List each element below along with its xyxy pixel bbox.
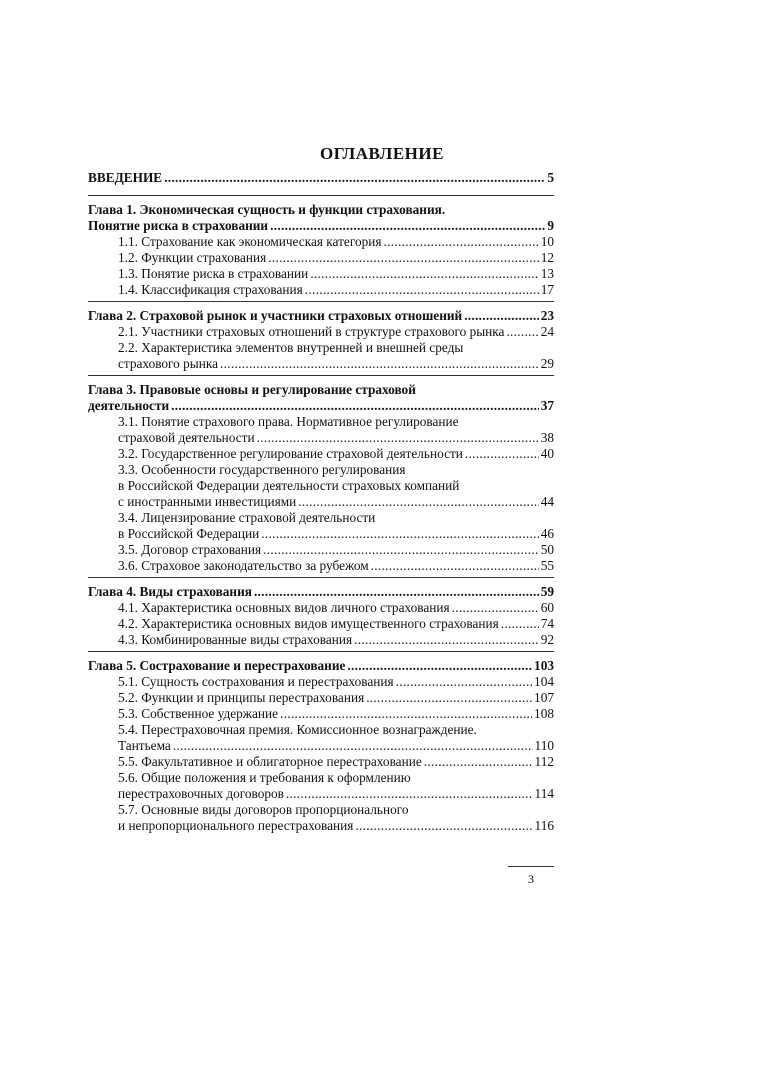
toc-page-number: 92 (540, 632, 554, 647)
page-number: 3 (528, 872, 534, 886)
toc-page-number: 112 (534, 754, 554, 769)
toc-page-number: 110 (534, 738, 554, 753)
dot-leader (254, 584, 539, 600)
toc-chapter (88, 308, 554, 372)
dot-leader (355, 818, 532, 834)
toc-section[interactable] (88, 430, 554, 446)
dot-leader (464, 308, 539, 324)
toc-text: 4.3. Комбинированные виды страхования (118, 632, 353, 647)
toc-text: 5.2. Функции и принципы перестрахования (118, 690, 365, 705)
toc-page-number: 12 (540, 250, 554, 265)
toc-section[interactable] (88, 266, 554, 282)
toc-section[interactable] (88, 786, 554, 802)
dot-leader (347, 658, 532, 674)
dot-leader (501, 616, 539, 632)
toc-chapter-title[interactable] (88, 308, 554, 324)
toc-page-number: 13 (540, 266, 554, 281)
toc-text: 3.1. Понятие страхового права. Нормативное регулирование (118, 414, 459, 429)
toc-section[interactable] (88, 250, 554, 266)
toc-section[interactable] (88, 340, 554, 356)
toc-chapter (88, 382, 554, 574)
toc-section[interactable] (88, 356, 554, 372)
toc-text: в Российской Федерации деятельности страховых компаний (118, 478, 460, 493)
toc-text: 2.2. Характеристика элементов внутренней и внешней среды (118, 340, 464, 355)
toc-page-number: 24 (540, 324, 554, 339)
toc-text: Глава 1. Экономическая сущность и функции страхования. (88, 202, 446, 217)
dot-leader (506, 324, 538, 340)
toc-section[interactable] (88, 706, 554, 722)
toc-text: 1.3. Понятие риска в страховании (118, 266, 309, 281)
toc-text: и непропорционального перестрахования (118, 818, 354, 833)
dot-leader (270, 218, 545, 234)
dot-leader (298, 494, 538, 510)
toc-section[interactable] (88, 494, 554, 510)
toc-intro-title: ВВЕДЕНИЕ (88, 170, 163, 185)
toc-section[interactable] (88, 690, 554, 706)
toc-text: 3.4. Лицензирование страховой деятельности (118, 510, 376, 525)
toc-chapter-title[interactable] (88, 382, 554, 398)
toc-page-number: 23 (540, 308, 554, 323)
toc-section[interactable] (88, 446, 554, 462)
toc-page-number: 50 (540, 542, 554, 557)
toc-text: 5.3. Собственное удержание (118, 706, 278, 721)
toc-text: 1.2. Функции страхования (118, 250, 267, 265)
toc-text: в Российской Федерации (118, 526, 260, 541)
toc-page-number: 38 (540, 430, 554, 445)
toc-text: 5.6. Общие положения и требования к оформлению (118, 770, 411, 785)
dot-leader (261, 526, 538, 542)
chapter-divider (88, 195, 554, 196)
toc-intro[interactable] (88, 170, 554, 186)
toc-text: 4.2. Характеристика основных видов имущественного страхования (118, 616, 499, 631)
chapter-divider (88, 577, 554, 578)
toc-section[interactable] (88, 510, 554, 526)
toc-text: страхового рынка (118, 356, 219, 371)
dot-leader (310, 266, 538, 282)
toc-page-number: 17 (540, 282, 554, 297)
toc-section[interactable] (88, 632, 554, 648)
toc-page-number: 9 (547, 218, 554, 233)
toc-chapters (88, 195, 554, 834)
dot-leader (220, 356, 539, 372)
toc-text: перестраховочных договоров (118, 786, 284, 801)
toc-text: 1.1. Страхование как экономическая категория (118, 234, 382, 249)
toc-section[interactable] (88, 558, 554, 574)
dot-leader (173, 738, 533, 754)
toc-chapter (88, 584, 554, 648)
dot-leader (424, 754, 533, 770)
toc-chapter-title[interactable] (88, 658, 554, 674)
toc-section[interactable] (88, 600, 554, 616)
toc-page-number: 104 (534, 674, 554, 689)
dot-leader (171, 398, 539, 414)
toc-chapter (88, 658, 554, 834)
toc-section[interactable] (88, 738, 554, 754)
toc-section[interactable] (88, 282, 554, 298)
toc-section[interactable] (88, 462, 554, 478)
toc-page-number: 59 (540, 584, 554, 599)
toc-text: Глава 4. Виды страхования (88, 584, 252, 599)
dot-leader (286, 786, 533, 802)
toc-section[interactable] (88, 542, 554, 558)
footer-rule (508, 866, 554, 867)
toc-section[interactable] (88, 526, 554, 542)
toc-section[interactable] (88, 770, 554, 786)
toc-text: 2.1. Участники страховых отношений в структуре страхового рынка (118, 324, 505, 339)
dot-leader (366, 690, 532, 706)
toc-section[interactable] (88, 754, 554, 770)
toc-section[interactable] (88, 818, 554, 834)
toc-page-number: 107 (534, 690, 554, 705)
toc-page-number: 10 (540, 234, 554, 249)
toc-page-number: 114 (534, 786, 554, 801)
toc-chapter-title[interactable] (88, 202, 554, 218)
toc-text: 1.4. Классификация страхования (118, 282, 303, 297)
toc-section[interactable] (88, 324, 554, 340)
toc-section[interactable] (88, 802, 554, 818)
toc-intro-page: 5 (547, 170, 554, 185)
dot-leader (305, 282, 539, 298)
toc-chapter (88, 202, 554, 298)
toc-section[interactable] (88, 674, 554, 690)
dot-leader (280, 706, 532, 722)
toc-chapter-title[interactable] (88, 398, 554, 414)
dot-leader (452, 600, 539, 616)
toc-text: 5.5. Факультативное и облигаторное перестрахование (118, 754, 422, 769)
toc-text: 3.6. Страховое законодательство за рубежом (118, 558, 369, 573)
toc-text: 5.7. Основные виды договоров пропорционального (118, 802, 409, 817)
toc-chapter-title[interactable] (88, 218, 554, 234)
dot-leader (383, 234, 538, 250)
toc-text: страховой деятельности (118, 430, 255, 445)
toc-section[interactable] (88, 478, 554, 494)
page-title: ОГЛАВЛЕНИЕ (320, 144, 444, 163)
toc-text: Глава 3. Правовые основы и регулирование страховой (88, 382, 416, 397)
toc-section[interactable] (88, 234, 554, 250)
toc-text: 5.1. Сущность сострахования и перестрахования (118, 674, 394, 689)
chapter-divider (88, 651, 554, 652)
toc-page-number: 40 (540, 446, 554, 461)
toc-page-number: 108 (534, 706, 554, 721)
toc-text: с иностранными инвестициями (118, 494, 297, 509)
toc-section[interactable] (88, 414, 554, 430)
toc-text: Глава 2. Страховой рынок и участники страховых отношений (88, 308, 463, 323)
toc-text: Тантьема (118, 738, 171, 753)
dot-leader (263, 542, 539, 558)
toc-page-number: 116 (534, 818, 554, 833)
toc-text: 3.3. Особенности государственного регулирования (118, 462, 406, 477)
toc-page-number: 55 (540, 558, 554, 573)
toc-page-number: 74 (540, 616, 554, 631)
dot-leader (257, 430, 539, 446)
chapter-divider (88, 375, 554, 376)
toc-page-number: 29 (540, 356, 554, 371)
table-of-contents (88, 170, 554, 834)
toc-section[interactable] (88, 722, 554, 738)
toc-page-number: 46 (540, 526, 554, 541)
toc-text: 3.2. Государственное регулирование страховой деятельности (118, 446, 463, 461)
chapter-divider (88, 301, 554, 302)
toc-text: 4.1. Характеристика основных видов личного страхования (118, 600, 450, 615)
dot-leader (396, 674, 532, 690)
toc-page-number: 103 (534, 658, 554, 673)
toc-page-number: 60 (540, 600, 554, 615)
toc-text: 3.5. Договор страхования (118, 542, 262, 557)
toc-text: деятельности (88, 398, 170, 413)
toc-text: Глава 5. Сострахование и перестрахование (88, 658, 346, 673)
toc-chapter-title[interactable] (88, 584, 554, 600)
toc-text: 5.4. Перестраховочная премия. Комиссионное вознаграждение. (118, 722, 477, 737)
toc-text: Понятие риска в страховании (88, 218, 269, 233)
dot-leader (164, 170, 545, 186)
dot-leader (465, 446, 539, 462)
dot-leader (354, 632, 539, 648)
toc-section[interactable] (88, 616, 554, 632)
dot-leader (268, 250, 538, 266)
toc-page-number: 44 (540, 494, 554, 509)
dot-leader (371, 558, 539, 574)
toc-page-number: 37 (540, 398, 554, 413)
